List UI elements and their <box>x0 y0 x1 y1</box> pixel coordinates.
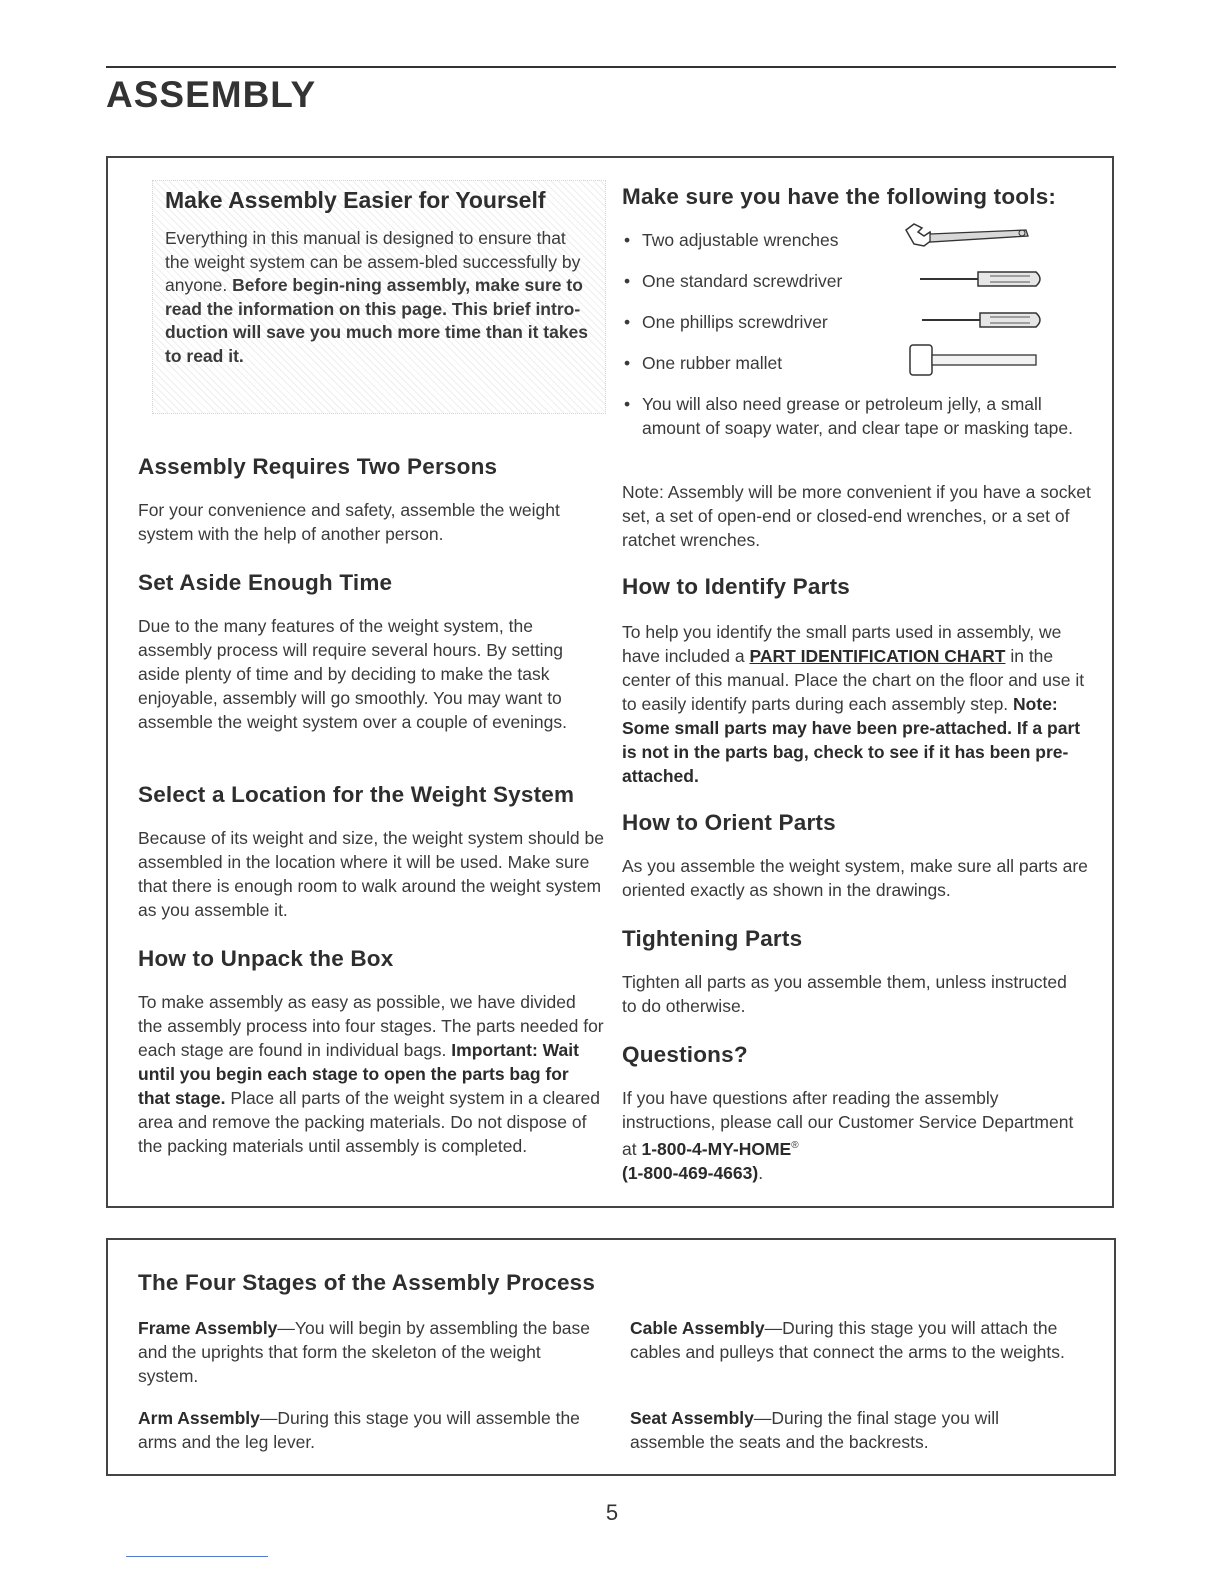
tool-item: • One rubber mallet <box>622 351 1098 375</box>
top-rule <box>106 66 1116 68</box>
questions-heading: Questions? <box>622 1042 748 1067</box>
intro-callout <box>152 180 606 414</box>
intro-text: Everything in this manual is designed to ensure that the weight system can be assem-bled successfully by anyone. Before begin-ning assembly, make sure to read the information on this page. This brief intro-duction will save you much more time than it takes to read it. <box>165 228 589 366</box>
tool-item: • One phillips screwdriver <box>622 310 1098 334</box>
arm-stage: Arm Assembly—During this stage you will assemble the arms and the leg lever. <box>138 1408 580 1452</box>
time-heading: Set Aside Enough Time <box>138 570 393 595</box>
page-number: 5 <box>605 1500 619 1525</box>
identify-text: To help you identify the small parts used in assembly, we have included a PART IDENTIFICATION CHART in the center of this manual. Place the chart on the floor and use it to easily identify parts during each assembly step. Note: Some small parts may have been pre-attached. If a part is not in the parts bag, check to see if it has been pre-attached. <box>622 622 1085 786</box>
time-text: Due to the many features of the weight system, the assembly process will require several hours. By setting aside plenty of time and by deciding to make the task enjoyable, assembly will go smoothly. You may want to assemble the weight system over a couple of evenings. <box>138 616 567 732</box>
page-title: ASSEMBLY <box>106 74 317 115</box>
stages-heading: The Four Stages of the Assembly Process <box>138 1270 596 1295</box>
phillips-screwdriver-icon <box>918 308 1050 332</box>
tool-item: • You will also need grease or petroleum jelly, a small amount of soapy water, and clear tape or masking tape. <box>622 392 1082 440</box>
tool-item: • One standard screwdriver <box>622 269 1098 293</box>
two-persons-text: For your convenience and safety, assemble the weight system with the help of another person. <box>138 500 560 544</box>
location-text: Because of its weight and size, the weight system should be assembled in the location where it will be used. Make sure that there is enough room to walk around the weight system as you assemble it. <box>138 828 604 920</box>
rubber-mallet-icon <box>908 343 1040 379</box>
adjustable-wrench-icon <box>902 220 1034 250</box>
tools-list <box>622 228 1098 457</box>
cable-stage: Cable Assembly—During this stage you will attach the cables and pulleys that connect the arms to the weights. <box>630 1318 1065 1362</box>
tools-note: Note: Assembly will be more convenient if you have a socket set, a set of open-end or closed-end wrenches, or a set of ratchet wrenches. <box>622 482 1091 550</box>
assembly-info-box <box>106 156 1114 1208</box>
seat-stage: Seat Assembly—During the final stage you will assemble the seats and the backrests. <box>630 1408 999 1452</box>
part-identification-chart-link: PART IDENTIFICATION CHART <box>749 646 1006 666</box>
identify-heading: How to Identify Parts <box>622 574 850 599</box>
tightening-heading: Tightening Parts <box>622 926 803 951</box>
orient-heading: How to Orient Parts <box>622 810 836 835</box>
questions-text: If you have questions after reading the assembly instructions, please call our Customer Service Department at 1-800-4-MY-HOME® (1-800-469-4663). <box>622 1088 1074 1183</box>
intro-heading: Make Assembly Easier for Yourself <box>165 187 546 213</box>
footer-mark <box>126 1556 268 1557</box>
tool-item: • Two adjustable wrenches <box>622 228 1098 252</box>
orient-text: As you assemble the weight system, make sure all parts are oriented exactly as shown in the drawings. <box>622 856 1088 900</box>
unpack-text: To make assembly as easy as possible, we have divided the assembly process into four stages. The parts needed for each stage are found in individual bags. Important: Wait until you begin each stage to open the parts bag for that stage. Place all parts of the weight system in a cleared area and remove the packing materials. Do not dispose of the packing materials until assembly is completed. <box>138 992 604 1156</box>
unpack-heading: How to Unpack the Box <box>138 946 394 971</box>
standard-screwdriver-icon <box>918 267 1050 291</box>
tools-heading: Make sure you have the following tools: <box>622 184 1057 209</box>
tightening-text: Tighten all parts as you assemble them, unless instructed to do otherwise. <box>622 972 1067 1016</box>
location-heading: Select a Location for the Weight System <box>138 782 575 807</box>
frame-stage: Frame Assembly—You will begin by assembling the base and the uprights that form the skeleton of the weight system. <box>138 1318 591 1386</box>
two-persons-heading: Assembly Requires Two Persons <box>138 454 498 479</box>
four-stages-box <box>106 1238 1116 1476</box>
